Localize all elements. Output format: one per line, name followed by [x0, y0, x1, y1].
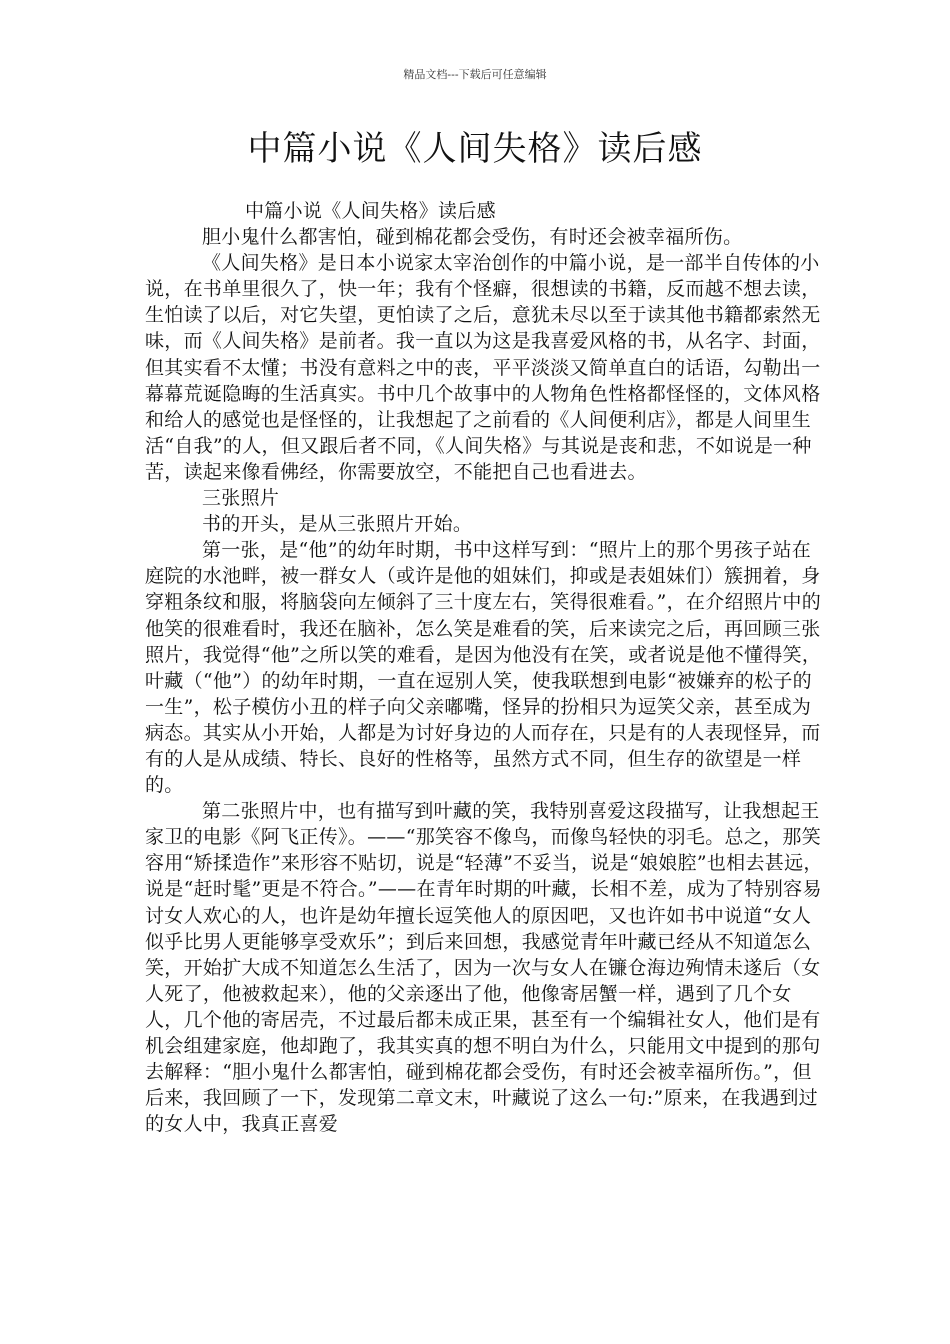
- paragraph: 书的开头，是从三张照片开始。: [202, 513, 473, 536]
- paragraph: 第二张照片中，也有描写到叶藏的笑，我特别喜爱这段描写，让我想起王家卫的电影《阿飞正传》。——“那笑容不像鸟，而像鸟轻快的羽毛。总之，那笑容用“矫揉造作”来形容不贴切，说是“轻薄”不妥当，说是“娘娘腔”也相去甚远，说是“赶时髦”更是不符合。”——在青年时期的叶藏，长相不差，成为了特别容易讨女人欢心的人，也许是幼年擅长逗笑他人的原因吧，又也许如书中说道“女人似乎比男人更能够享受欢乐”；到后来回想，我感觉青年叶藏已经从不知道怎么笑，开始扩大成不知道怎么生活了，因为一次与女人在镰仓海边殉情未遂后（女人死了，他被救起来），他的父亲逐出了他，他像寄居蟹一样，遇到了几个女人，几个他的寄居壳，不过最后都未成正果，甚至有一个编辑社女人，他们是有机会组建家庭，他却跑了，我其实真的想不明白为什么，只能用文中提到的那句去解释：“胆小鬼什么都害怕，碰到棉花都会受伤，有时还会被幸福所伤。”，但后来，我回顾了一下，发现第二章文末，叶藏说了这么一句:”原来，在我遇到过的女人中，我真正喜爱: [145, 800, 823, 1136]
- paragraph: 第一张，是“他”的幼年时期，书中这样写到：“照片上的那个男孩子站在庭院的水池畔，被一群女人（或许是他的姐妹们，抑或是表姐妹们）簇拥着，身穿粗条纹和服，将脑袋向左倾斜了三十度左右，笑得很难看。”，在介绍照片中的他笑的很难看时，我还在脑补，怎么笑是难看的笑，后来读完之后，再回顾三张照片，我觉得“他”之所以笑的难看，是因为他没有在笑，或者说是他不懂得笑，叶藏（“他”）的幼年时期，一直在逗别人笑，使我联想到电影“被嫌弃的松子的一生”，松子模仿小丑的样子向父亲嘟嘴，怪异的扮相只为逗笑父亲，甚至成为病态。其实从小开始，人都是为讨好身边的人而存在，只是有的人表现怪异，而有的人是从成绩、特长、良好的性格等，虽然方式不同，但生存的欲望是一样的。: [145, 539, 822, 797]
- section-heading: 三张照片: [202, 487, 280, 510]
- document-title: 中篇小说《人间失格》读后感: [247, 129, 703, 169]
- page-header: 精品文档---下载后可任意编辑: [403, 68, 547, 81]
- subtitle: 中篇小说《人间失格》读后感: [245, 200, 496, 222]
- paragraph: 胆小鬼什么都害怕，碰到棉花都会受伤，有时还会被幸福所伤。: [202, 226, 743, 249]
- document-body: [145, 198, 825, 1137]
- paragraph: 《人间失格》是日本小说家太宰治创作的中篇小说，是一部半自传体的小说，在书单里很久了，快一年；我有个怪癖，很想读的书籍，反而越不想去读，生怕读了以后，对它失望，更怕读了之后，意犹未尽以至于读其他书籍都索然无味，而《人间失格》是前者。我一直以为这是我喜爱风格的书，从名字、封面，但其实看不太懂；书没有意料之中的丧，平平淡淡又简单直白的话语，勾勒出一幕幕荒诞隐晦的生活真实。书中几个故事中的人物角色性格都怪怪的，文体风格和给人的感觉也是怪怪的，让我想起了之前看的《人间便利店》，都是人间里生活“自我”的人，但又跟后者不同，《人间失格》与其说是丧和悲，不如说是一种苦，读起来像看佛经，你需要放空，不能把自己也看进去。: [145, 252, 821, 483]
